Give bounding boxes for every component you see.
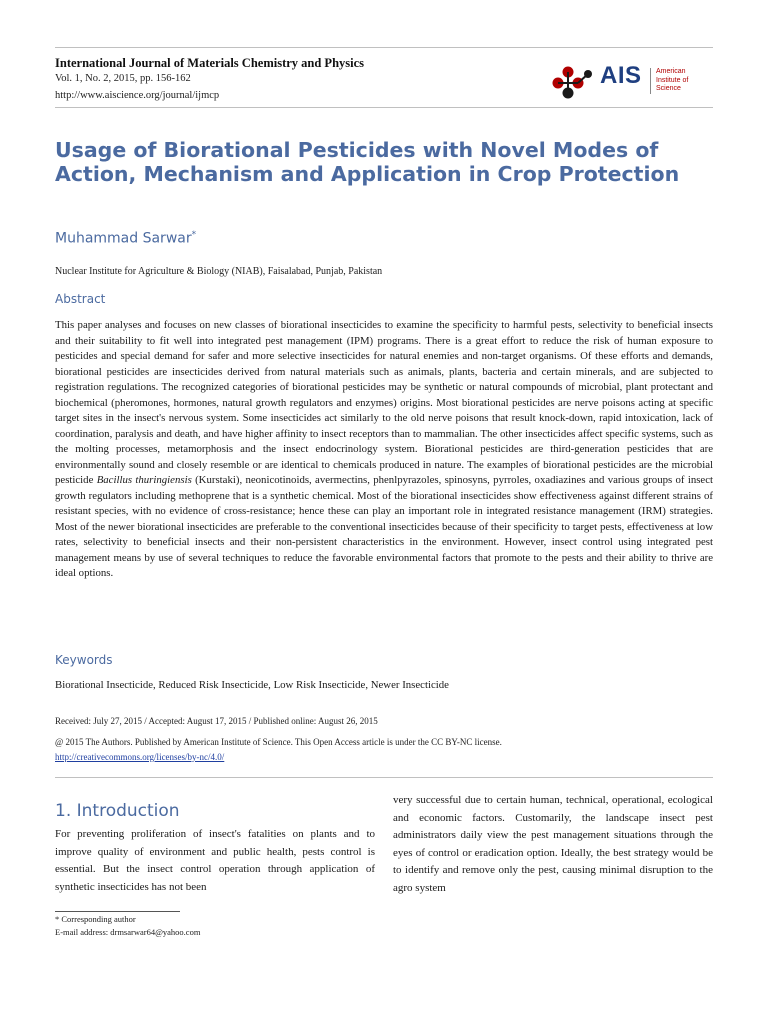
introduction-left-column: For preventing proliferation of insect's fatalities on plants and to improve quality of environment and public health, pests control is essential. But the insect control operation through application of synthetic insecticides has not been (55, 828, 375, 893)
abstract-text-part: This paper analyses and focuses on new classes of biorational insecticides to examine the specificity to harmful pests, selectivity to beneficial insects and their suitability to fit well into integrated pest management (IPM) programs. There is a great effort to reduce the risk of human exposure to pesticides and special demand for safer and more selective insecticides for natural enemies and non-target organisms. Of these efforts and demands, biorational pesticides are insecticides derived from natural materials such as animals, plants, bacteria and certain minerals, and are subjected to registration regulations. The recognized categories of biorational pesticides may be synthetic or natural compounds of microbial, plant protectant and biochemical (pheromones, hormones, natural growth regulators and enzymes) origins. Most biorational pesticides are nerve poisons acting at specific target sites in the insect's nervous system. Some insecticides act similarly to the old nerve poisons that result knock-down, rapid intoxication, lack of coordination, paralysis and death, and have higher affinity to insect receptors than to mammalian. The other insecticides affect specific systems, such as the molting processes, metamorphosis and the insect endocrinology system. Biorational pesticides are third-generation pesticides that are environmentally sound and closely resemble or are identical to chemicals produced in nature. The examples of biorational pesticides are the microbial pesticide (55, 319, 713, 486)
logo-subtitle-line: Science (656, 85, 681, 92)
footnote-rule (55, 911, 180, 912)
license-link[interactable]: http://creativecommons.org/licenses/by-nc/4.0/ (55, 752, 225, 762)
copyright-notice: @ 2015 The Authors. Published by American Institute of Science. This Open Access article is under the CC BY-NC license. (55, 737, 502, 747)
header-rule (55, 107, 713, 108)
paper-title: Usage of Biorational Pesticides with Novel Modes of Action, Mechanism and Application in Crop Protection (55, 138, 680, 186)
footnote-email: E-mail address: drmsarwar64@yahoo.com (55, 927, 201, 937)
abstract-text-part: (Kurstaki), neonicotinoids, avermectins, phenlpyrazoles, spinosyns, pyrroles, oxadiazines and various groups of insect growth regulators including methoprene that is a synthetic chemical. Most of the biorational insecticides show effectiveness against different strains of resistant species, with no evidence of cross-resistance; hence these can play an important role in integrated resistance management (IRM) strategies. Most of the newer biorational insecticides are preferable to the conventional insecticides because of their specificity to target pests, effectiveness at low rates, selectivity to beneficial insects and their non-persistent characteristics in the environment. However, insect control using integrated pest management means by use of several techniques to reduce the favorable environmental factors that promote to the pests and their ability to thrive are ideal options. (55, 474, 713, 579)
author-mark: * (191, 230, 197, 240)
keywords-heading: Keywords (55, 653, 113, 667)
author-name: Muhammad Sarwar (55, 230, 192, 247)
abstract-italic-term: Bacillus thuringiensis (96, 474, 192, 486)
journal-title: International Journal of Materials Chemistry and Physics (55, 56, 365, 70)
logo-subtitle-line: American (656, 68, 686, 75)
affiliation: Nuclear Institute for Agriculture & Biology (NIAB), Faisalabad, Punjab, Pakistan (55, 266, 383, 277)
publication-dates: Received: July 27, 2015 / Accepted: August 17, 2015 / Published online: August 26, 2015 (55, 716, 378, 726)
author (55, 230, 196, 247)
introduction-heading: 1. Introduction (55, 801, 180, 821)
section-rule (55, 777, 713, 778)
abstract-heading: Abstract (55, 292, 106, 306)
logo-subtitle-line: Institute of (656, 76, 689, 84)
logo-wordmark: AIS (600, 62, 642, 89)
footnote-corresponding: * Corresponding author (55, 914, 136, 924)
logo-subtitle (656, 68, 688, 94)
journal-volume: Vol. 1, No. 2, 2015, pp. 156-162 (55, 73, 191, 84)
keywords-text: Biorational Insecticide, Reduced Risk Insecticide, Low Risk Insecticide, Newer Insecticide (55, 679, 449, 691)
abstract-text (55, 318, 713, 582)
introduction-right-column: very successful due to certain human, technical, operational, ecological and economic factors. Customarily, the landscape insect pest administrators daily view the pest management situations through the eyes of control or eradication option. Ideally, the best strategy would be to identify and remove only the pest, causing minimal disruption to the agro system (393, 794, 713, 894)
journal-url[interactable]: http://www.aiscience.org/journal/ijmcp (55, 90, 220, 101)
logo-divider (650, 68, 651, 94)
top-rule (55, 47, 713, 48)
